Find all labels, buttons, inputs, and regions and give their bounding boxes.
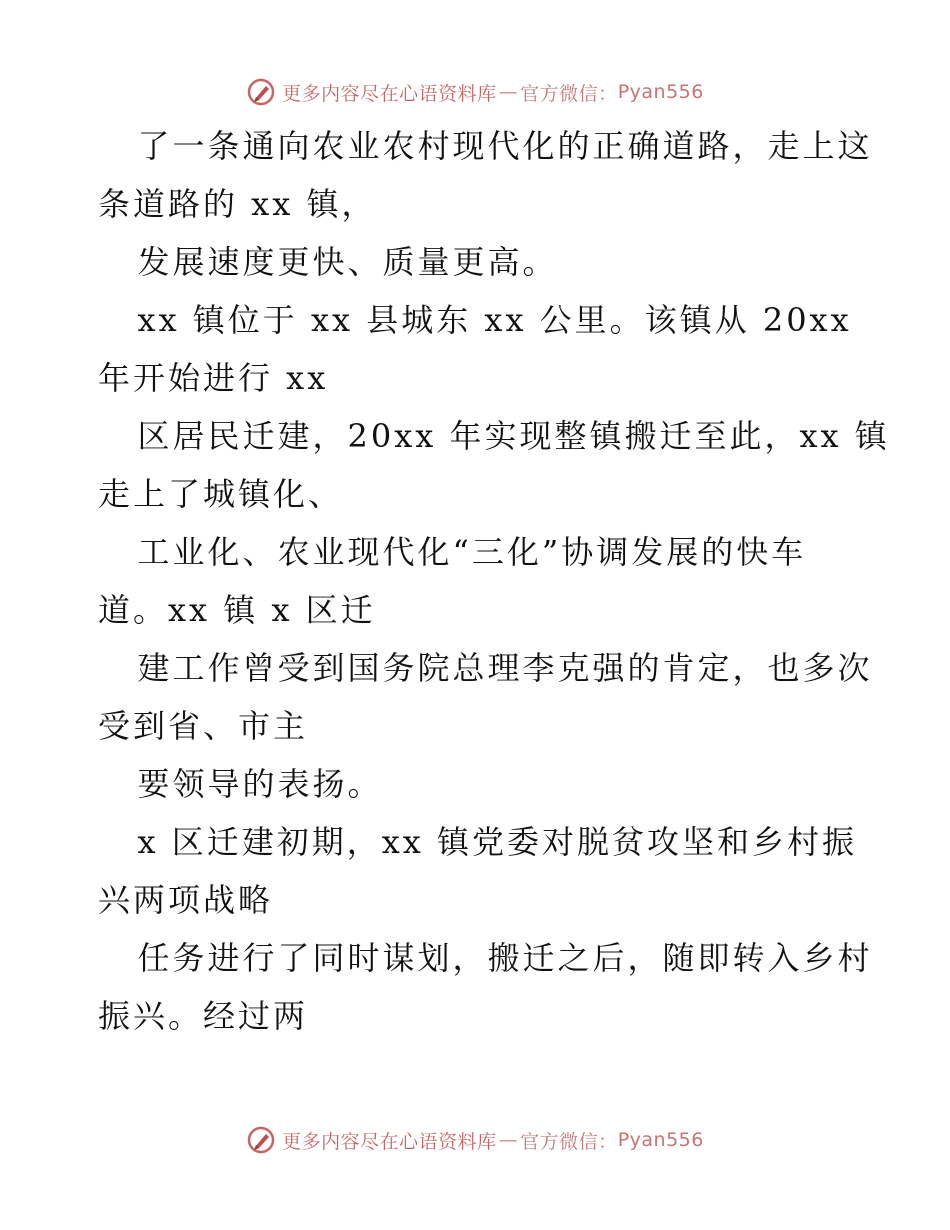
watermark-dash: — [498, 81, 519, 103]
paragraph-line: 走上了城镇化、 [98, 475, 344, 513]
paragraph-line: 工业化、农业现代化“三化”协调发展的快车 [98, 533, 807, 571]
watermark-wechat-label: 官方微信： [520, 1130, 618, 1153]
quill-pen-logo-icon [246, 1125, 276, 1155]
paragraph-line: xx 镇位于 xx 县城东 xx 公里。该镇从 20xx [98, 301, 852, 339]
paragraph-line: 要领导的表扬。 [98, 765, 383, 803]
paragraph-line: 任务进行了同时谋划，搬迁之后，随即转入乡村 [98, 939, 873, 977]
header-watermark [0, 72, 950, 112]
paragraph-line: 振兴。经过两 [98, 997, 309, 1035]
watermark-handle: Pyan556 [617, 1129, 704, 1151]
footer-watermark [0, 1120, 950, 1160]
document-body [98, 117, 890, 1045]
watermark-handle: Pyan556 [617, 81, 704, 103]
paragraph-line: 兴两项战略 [98, 881, 274, 919]
paragraph-line: x 区迁建初期，xx 镇党委对脱贫攻坚和乡村振 [98, 823, 858, 861]
paragraph-line: 区居民迁建，20xx 年实现整镇搬迁至此，xx 镇 [98, 417, 890, 455]
paragraph-line: 道。xx 镇 x 区迁 [98, 591, 376, 629]
quill-pen-logo-icon [246, 77, 276, 107]
paragraph-line: 受到省、市主 [98, 707, 309, 745]
paragraph-line: 发展速度更快、质量更高。 [98, 243, 558, 281]
paragraph-line: 年开始进行 xx [98, 359, 329, 397]
paragraph-line: 建工作曾受到国务院总理李克强的肯定，也多次 [98, 649, 873, 687]
watermark-dash: — [498, 1129, 519, 1151]
watermark-text: 更多内容尽在心语资料库 [282, 82, 497, 105]
paragraph-line: 条道路的 xx 镇， [98, 185, 377, 223]
paragraph-line: 了一条通向农业农村现代化的正确道路，走上这 [98, 127, 873, 165]
watermark-text: 更多内容尽在心语资料库 [282, 1130, 497, 1153]
watermark-wechat-label: 官方微信： [520, 82, 618, 105]
